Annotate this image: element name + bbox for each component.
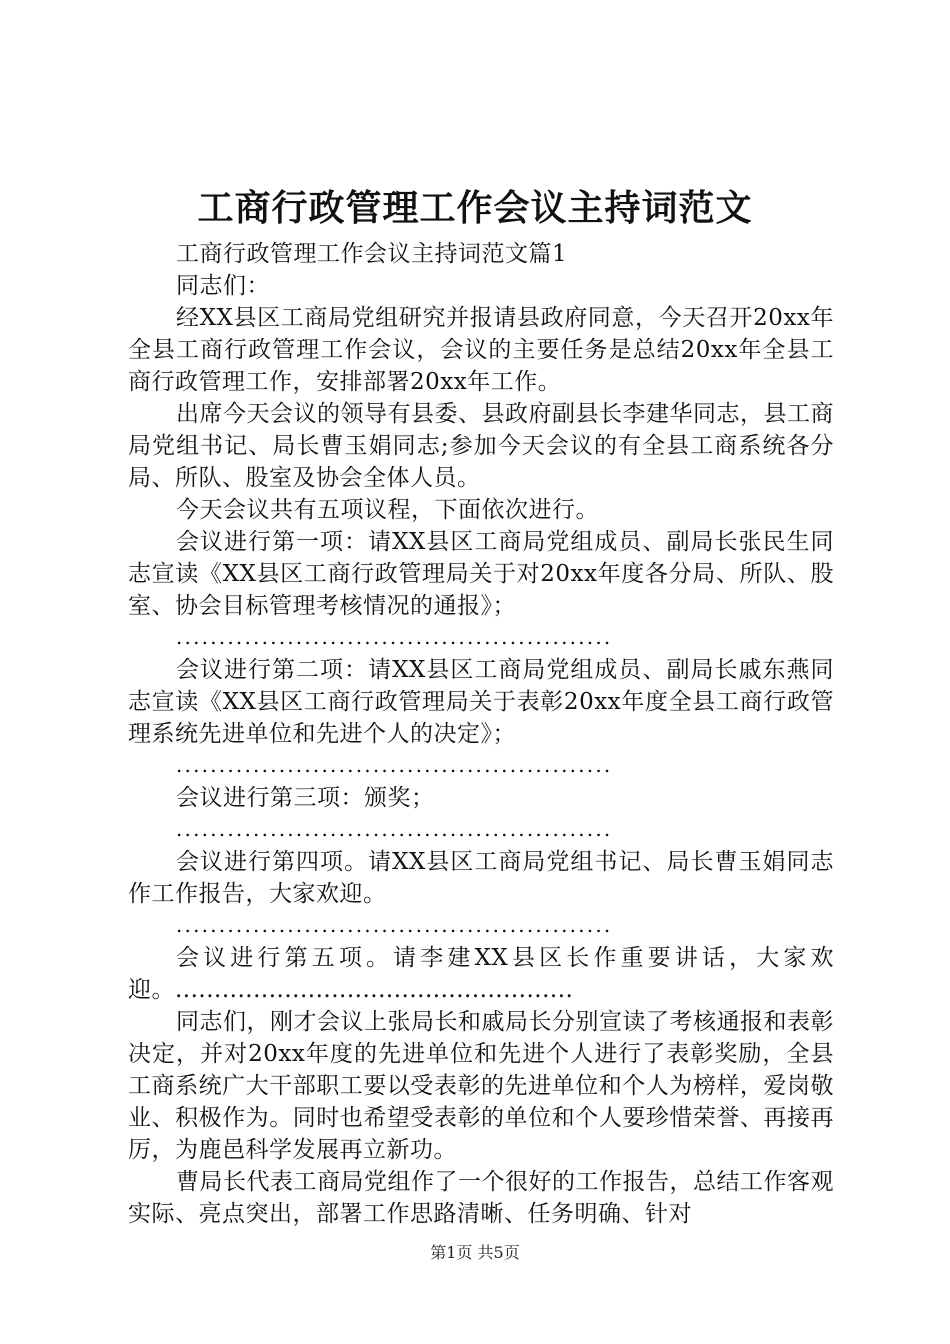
dotted-separator: ................................................... xyxy=(176,625,613,649)
dotted-separator: ................................................... xyxy=(176,753,613,777)
paragraph: 工商行政管理工作会议主持词范文篇1 xyxy=(176,241,568,267)
paragraph: 会议进行第二项：请XX县区工商局党组成员、副局长戚东燕同志宣读《XX县区工商行政管理局关于表彰20xx年度全县工商行政管理系统先进单位和先进个人的决定》； xyxy=(128,657,834,747)
page-footer: 第1页 共5页 xyxy=(430,1243,520,1262)
paragraph: 会议进行第四项。请XX县区工商局党组书记、局长曹玉娟同志作工作报告，大家欢迎。 xyxy=(128,849,834,907)
dotted-separator: ................................................... xyxy=(176,913,613,937)
document-body xyxy=(128,238,834,1230)
paragraph: 会议进行第三项：颁奖； xyxy=(176,785,435,811)
paragraph: 会议进行第一项：请XX县区工商局党组成员、副局长张民生同志宣读《XX县区工商行政管理局关于对20xx年度各分局、所队、股室、协会目标管理考核情况的通报》； xyxy=(128,529,834,619)
paragraph: 曹局长代表工商局党组作了一个很好的工作报告，总结工作客观实际、亮点突出，部署工作思路清晰、任务明确、针对 xyxy=(128,1169,834,1227)
document-title: 工商行政管理工作会议主持词范文 xyxy=(197,188,753,229)
paragraph: 今天会议共有五项议程，下面依次进行。 xyxy=(176,497,599,523)
paragraph: 出席今天会议的领导有县委、县政府副县长李建华同志，县工商局党组书记、局长曹玉娟同志;参加今天会议的有全县工商系统各分局、所队、股室及协会全体人员。 xyxy=(128,401,834,491)
paragraph: 会议进行第五项。请李建XX县区长作重要讲话，大家欢迎。................................................... xyxy=(128,945,834,1003)
paragraph: 同志们： xyxy=(176,273,270,299)
dotted-separator: ................................................... xyxy=(176,817,613,841)
paragraph: 同志们，刚才会议上张局长和戚局长分别宣读了考核通报和表彰决定，并对20xx年度的先进单位和先进个人进行了表彰奖励，全县工商系统广大干部职工要以受表彰的先进单位和个人为榜样，爱岗敬业、积极作为。同时也希望受表彰的单位和个人要珍惜荣誉、再接再厉，为鹿邑科学发展再立新功。 xyxy=(128,1009,834,1163)
paragraph: 经XX县区工商局党组研究并报请县政府同意，今天召开20xx年全县工商行政管理工作会议，会议的主要任务是总结20xx年全县工商行政管理工作，安排部署20xx年工作。 xyxy=(128,305,834,395)
